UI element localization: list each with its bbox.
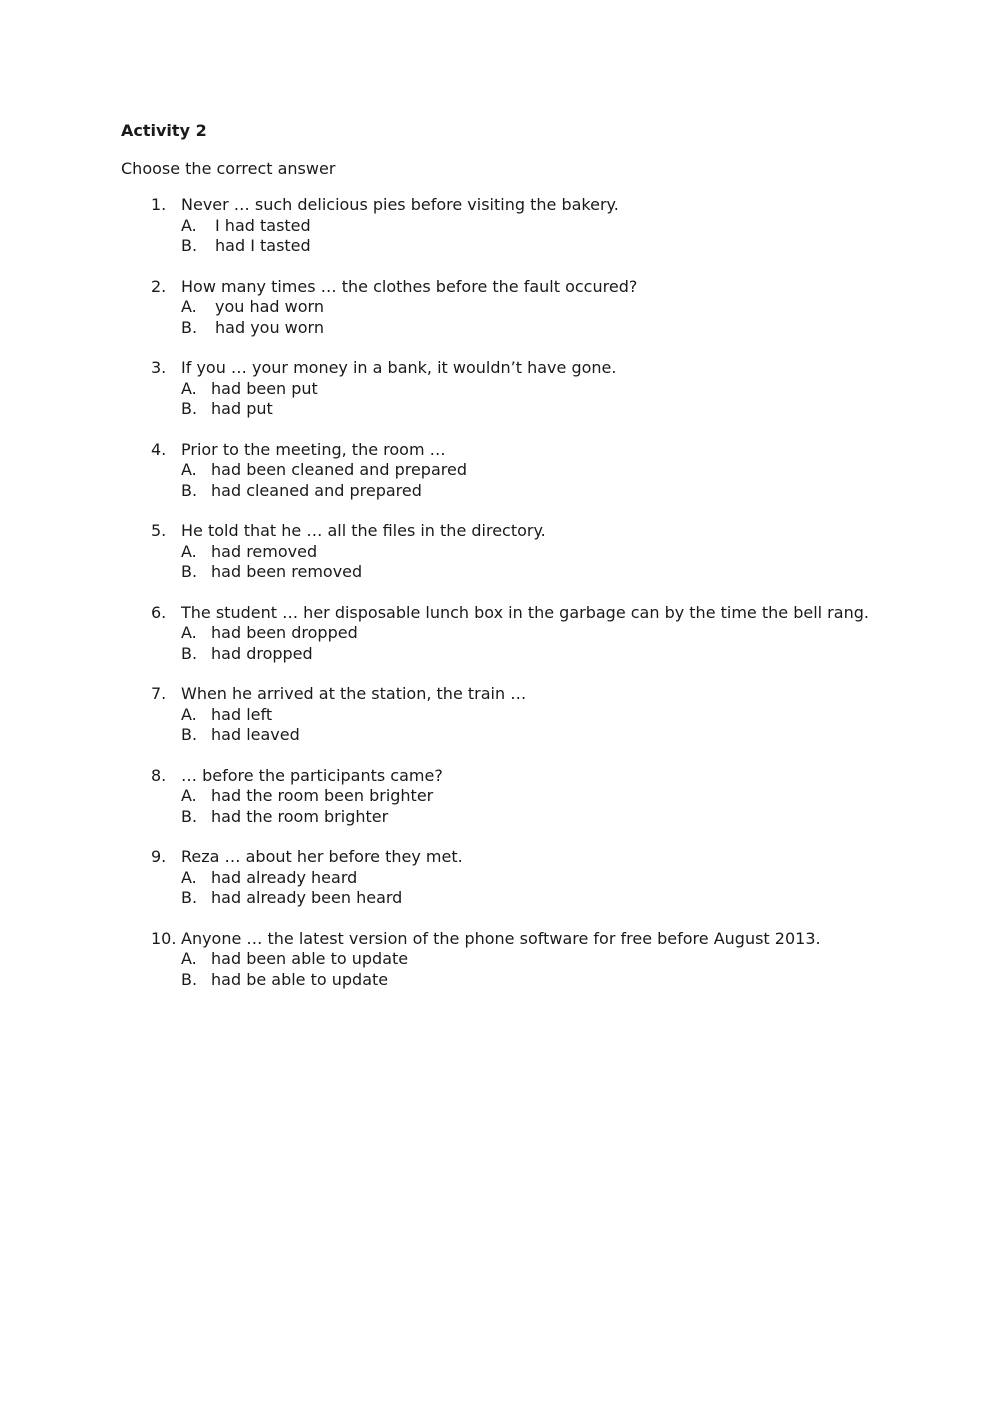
option-text: had be able to update [211, 969, 389, 989]
option-a[interactable] [0, 378, 1000, 399]
option-b[interactable] [0, 561, 1000, 582]
option-b[interactable] [0, 887, 1000, 908]
question-6 [0, 602, 1000, 664]
question-7 [0, 683, 1000, 745]
option-text: had been able to update [211, 949, 409, 968]
option-a[interactable] [0, 948, 1000, 969]
option-letter: B. [181, 969, 198, 989]
option-text: had left [211, 704, 273, 724]
option-b[interactable] [0, 235, 1000, 256]
question-number: 7. [151, 684, 167, 703]
option-text: had dropped [211, 643, 313, 663]
question-text: … before the participants came? [181, 765, 443, 785]
option-letter: A. [181, 297, 197, 316]
option-b[interactable] [0, 969, 1000, 990]
question-10 [0, 928, 1000, 990]
question-number: 6. [151, 602, 167, 622]
question-text: He told that he … all the files in the directory. [181, 521, 546, 540]
question-list [0, 194, 1000, 1009]
question-text: The student … her disposable lunch box in the garbage can by the time the bell rang. [181, 602, 869, 622]
option-letter: A. [181, 786, 197, 805]
question-2 [0, 276, 1000, 338]
option-letter: B. [181, 562, 198, 581]
option-text: had the room brighter [211, 806, 389, 826]
question-text: Never … such delicious pies before visiting the bakery. [181, 195, 619, 214]
instruction-text: Choose the correct answer [121, 159, 336, 178]
question-text: Reza … about her before they met. [181, 847, 463, 866]
option-text: had leaved [211, 725, 300, 744]
option-text: had I tasted [215, 236, 311, 255]
option-text: you had worn [215, 297, 324, 316]
option-text: had put [211, 399, 273, 418]
question-9 [0, 846, 1000, 908]
option-text: had been removed [211, 562, 363, 581]
option-b[interactable] [0, 806, 1000, 827]
option-letter: B. [181, 399, 198, 418]
option-text: had already heard [211, 867, 358, 887]
option-letter: B. [181, 643, 198, 663]
option-a[interactable] [0, 541, 1000, 562]
option-text: had already been heard [211, 888, 403, 907]
option-letter: B. [181, 236, 198, 255]
option-b[interactable] [0, 643, 1000, 664]
option-letter: B. [181, 888, 198, 907]
option-a[interactable] [0, 785, 1000, 806]
option-b[interactable] [0, 317, 1000, 338]
question-number: 2. [151, 276, 167, 296]
question-number: 10. [151, 928, 177, 948]
option-letter: A. [181, 460, 197, 479]
option-text: had been cleaned and prepared [211, 460, 467, 479]
question-text: When he arrived at the station, the train … [181, 684, 527, 703]
option-letter: B. [181, 725, 198, 744]
question-number: 8. [151, 765, 167, 785]
option-b[interactable] [0, 398, 1000, 419]
question-number: 9. [151, 847, 167, 866]
option-text: had cleaned and prepared [211, 480, 422, 500]
option-a[interactable] [0, 867, 1000, 888]
option-a[interactable] [0, 459, 1000, 480]
option-a[interactable] [0, 215, 1000, 236]
option-letter: B. [181, 806, 198, 826]
question-8 [0, 765, 1000, 827]
question-5 [0, 520, 1000, 582]
option-letter: B. [181, 317, 198, 337]
option-letter: A. [181, 704, 197, 724]
question-text: How many times … the clothes before the fault occured? [181, 276, 638, 296]
question-number: 3. [151, 358, 167, 377]
question-number: 5. [151, 521, 167, 540]
option-letter: A. [181, 867, 197, 887]
question-1 [0, 194, 1000, 256]
option-letter: B. [181, 480, 198, 500]
option-letter: A. [181, 215, 197, 235]
option-a[interactable] [0, 704, 1000, 725]
question-text: Prior to the meeting, the room … [181, 439, 446, 459]
option-letter: A. [181, 378, 197, 398]
option-text: had been put [211, 378, 318, 398]
option-letter: A. [181, 623, 197, 642]
option-a[interactable] [0, 622, 1000, 643]
question-text: Anyone … the latest version of the phone software for free before August 2013. [181, 928, 821, 948]
activity-title: Activity 2 [121, 121, 207, 140]
option-text: had been dropped [211, 623, 358, 642]
question-number: 1. [151, 195, 167, 214]
option-a[interactable] [0, 296, 1000, 317]
option-text: I had tasted [215, 215, 311, 235]
question-number: 4. [151, 439, 167, 459]
option-text: had the room been brighter [211, 786, 434, 805]
question-4 [0, 439, 1000, 501]
option-b[interactable] [0, 480, 1000, 501]
option-letter: A. [181, 541, 197, 561]
option-b[interactable] [0, 724, 1000, 745]
question-text: If you … your money in a bank, it wouldn’t have gone. [181, 358, 617, 377]
option-text: had you worn [215, 317, 324, 337]
question-3 [0, 357, 1000, 419]
option-letter: A. [181, 949, 197, 968]
option-text: had removed [211, 541, 318, 561]
